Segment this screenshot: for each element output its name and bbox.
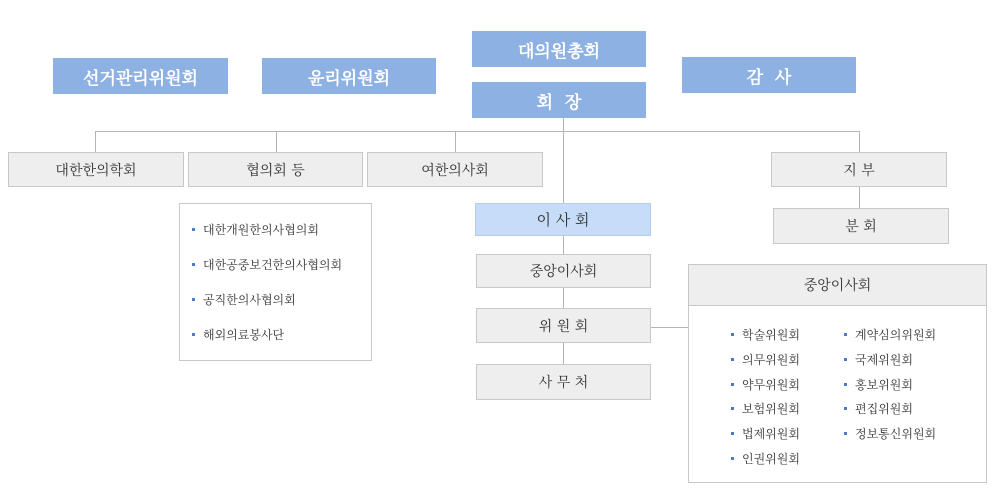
committee-list-left xyxy=(731,327,800,476)
ethics-committee-label: 윤리위원회 xyxy=(307,68,391,89)
committee-list-item: 학술위원회 xyxy=(731,327,800,343)
connector-associations xyxy=(276,131,277,152)
audit-label: 감 사 xyxy=(746,67,792,88)
audit-box[interactable] xyxy=(682,57,856,93)
kma-box[interactable] xyxy=(8,152,184,187)
connector-horizontal-main xyxy=(95,131,859,132)
association-list-panel xyxy=(179,203,372,361)
committee-list-right xyxy=(844,327,936,451)
connector-chapter xyxy=(859,131,860,152)
association-list-item: 공직한의사협의회 xyxy=(192,292,342,308)
ethics-committee-box[interactable] xyxy=(262,58,436,94)
committee-box[interactable] xyxy=(476,308,651,343)
committee-panel-title: 중앙이사회 xyxy=(803,278,872,294)
connector-chapter-subchapter xyxy=(859,187,860,208)
committee-panel-header xyxy=(689,265,986,306)
women-doctors-label: 여한의사회 xyxy=(421,162,489,179)
association-list-item: 해외의료봉사단 xyxy=(192,327,342,343)
general-assembly-box[interactable] xyxy=(472,31,646,67)
committee-list-item: 의무위원회 xyxy=(731,352,800,368)
women-doctors-box[interactable] xyxy=(367,152,543,187)
committee-list-item: 인권위원회 xyxy=(731,451,800,467)
secretariat-label: 사 무 처 xyxy=(538,375,589,391)
secretariat-box[interactable] xyxy=(476,364,651,400)
president-label: 회 장 xyxy=(536,92,582,113)
committee-list-item: 법제위원회 xyxy=(731,426,800,442)
association-list-item: 대한공중보건한의사협의회 xyxy=(192,257,342,273)
connector-committee-secretariat xyxy=(563,343,564,364)
connector-board-central xyxy=(563,236,564,254)
committee-list-item: 편집위원회 xyxy=(844,401,936,417)
central-board-box[interactable] xyxy=(476,254,651,288)
committee-list-item: 홍보위원회 xyxy=(844,377,936,393)
connector-committee-panel xyxy=(651,327,689,328)
committee-list-item: 정보통신위원회 xyxy=(844,426,936,442)
board-label: 이 사 회 xyxy=(536,211,590,229)
central-board-label: 중앙이사회 xyxy=(529,264,598,280)
subchapter-label: 분 회 xyxy=(845,219,877,235)
committee-list-item: 계약심의위원회 xyxy=(844,327,936,343)
chapter-label: 지 부 xyxy=(843,162,875,179)
subchapter-box[interactable] xyxy=(773,208,949,244)
president-box[interactable] xyxy=(472,82,646,118)
association-list xyxy=(192,222,342,362)
associations-label: 협의회 등 xyxy=(246,162,305,179)
election-committee-label: 선거관리위원회 xyxy=(83,68,198,89)
associations-box[interactable] xyxy=(188,152,363,187)
chapter-box[interactable] xyxy=(771,152,947,187)
committee-list-item: 보험위원회 xyxy=(731,401,800,417)
kma-label: 대한한의학회 xyxy=(55,162,137,179)
connector-central-committee xyxy=(563,288,564,308)
board-box[interactable] xyxy=(475,203,651,236)
committee-list-item: 국제위원회 xyxy=(844,352,936,368)
general-assembly-label: 대의원총회 xyxy=(517,41,601,62)
connector-women xyxy=(455,131,456,152)
connector-kma xyxy=(95,131,96,152)
association-list-item: 대한개원한의사협의회 xyxy=(192,222,342,238)
committee-label: 위 원 회 xyxy=(538,318,589,335)
election-committee-box[interactable] xyxy=(53,58,228,94)
committee-list-item: 약무위원회 xyxy=(731,377,800,393)
committee-panel xyxy=(688,264,987,483)
